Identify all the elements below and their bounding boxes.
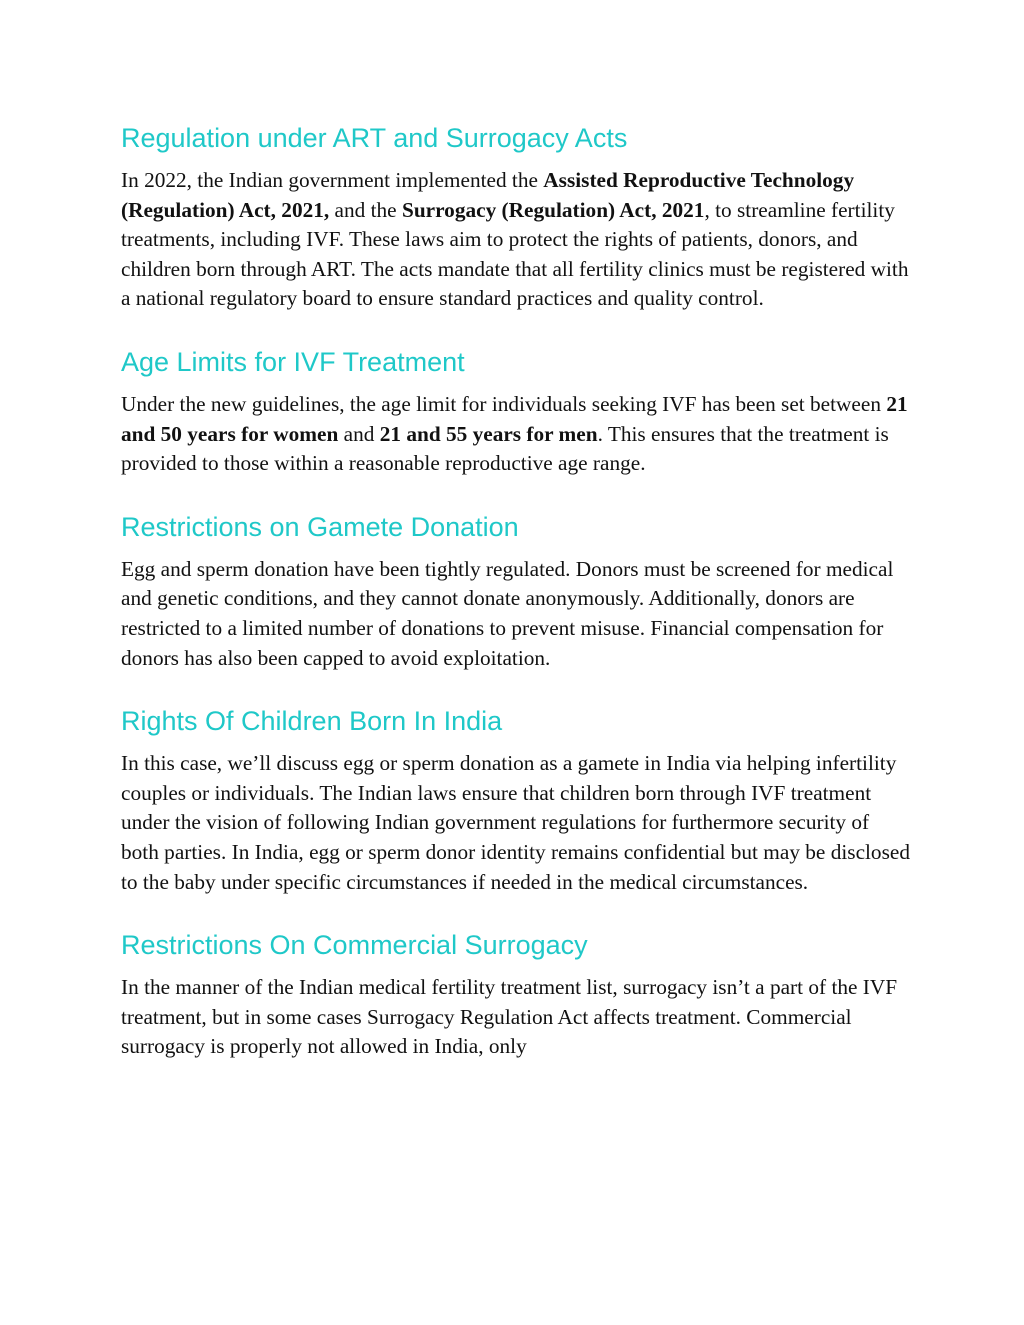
section-heading: Rights Of Children Born In India [121,706,503,737]
bold-text-run: 21 and 50 years for women [121,391,908,446]
text-run: In this case, we’ll discuss egg or sperm donation as a gamete in India via helping infertility couples or individuals. The Indian laws ensure that children born through IVF treatment under the vision of following Indian government regulations for furthermore security of both parties. In India, egg or sperm donor identity remains confidential but may be disclosed to the baby under specific circumstances if needed in the medical circumstances. [121,751,910,894]
section-age-limits [121,342,911,479]
text-run: Egg and sperm donation have been tightly regulated. Donors must be screened for medical and genetic conditions, and they cannot donate anonymously. Additionally, donors are restricted to a limited number of donations to prevent misuse. Financial compensation for donors has also been capped to avoid exploitation. [121,556,894,670]
text-run: In the manner of the Indian medical fertility treatment list, surrogacy isn’t a part of the IVF treatment, but in some cases Surrogacy Regulation Act affects treatment. Commercial surrogacy is properly not allowed in India, only [121,975,898,1059]
section-paragraph [121,749,911,897]
section-paragraph [121,390,911,479]
section-paragraph [121,166,911,314]
section-rights-of-children [121,701,911,897]
text-run: In 2022, the Indian government implemented the [121,168,544,192]
section-heading: Restrictions on Gamete Donation [121,511,519,542]
section-heading: Age Limits for IVF Treatment [121,346,465,377]
bold-text-run: 21 and 55 years for men [379,421,598,446]
text-run: and the [329,197,402,222]
section-gamete-donation [121,507,911,673]
section-commercial-surrogacy [121,925,911,1062]
text-run: Under the new guidelines, the age limit for individuals seeking IVF has been set between [121,391,887,416]
text-run: , to streamline fertility treatments, including IVF. These laws aim to protect the rights of patients, donors, and children born through ART. The acts mandate that all fertility clinics must be registered with a national regulatory board to ensure standard practices and quality control. [121,197,909,311]
text-run: and [338,421,380,446]
section-paragraph [121,555,911,673]
document-page [121,118,911,1090]
text-run: . This ensures that the treatment is provided to those within a reasonable reproductive age range. [121,421,889,476]
section-heading: Regulation under ART and Surrogacy Acts [121,123,628,153]
bold-text-run: Surrogacy (Regulation) Act, 2021 [401,197,705,222]
section-heading: Restrictions On Commercial Surrogacy [121,930,588,961]
bold-text-run: Assisted Reproductive Technology (Regulation) Act, 2021, [121,168,855,222]
section-art-surrogacy-acts [121,118,911,314]
section-paragraph [121,973,911,1062]
